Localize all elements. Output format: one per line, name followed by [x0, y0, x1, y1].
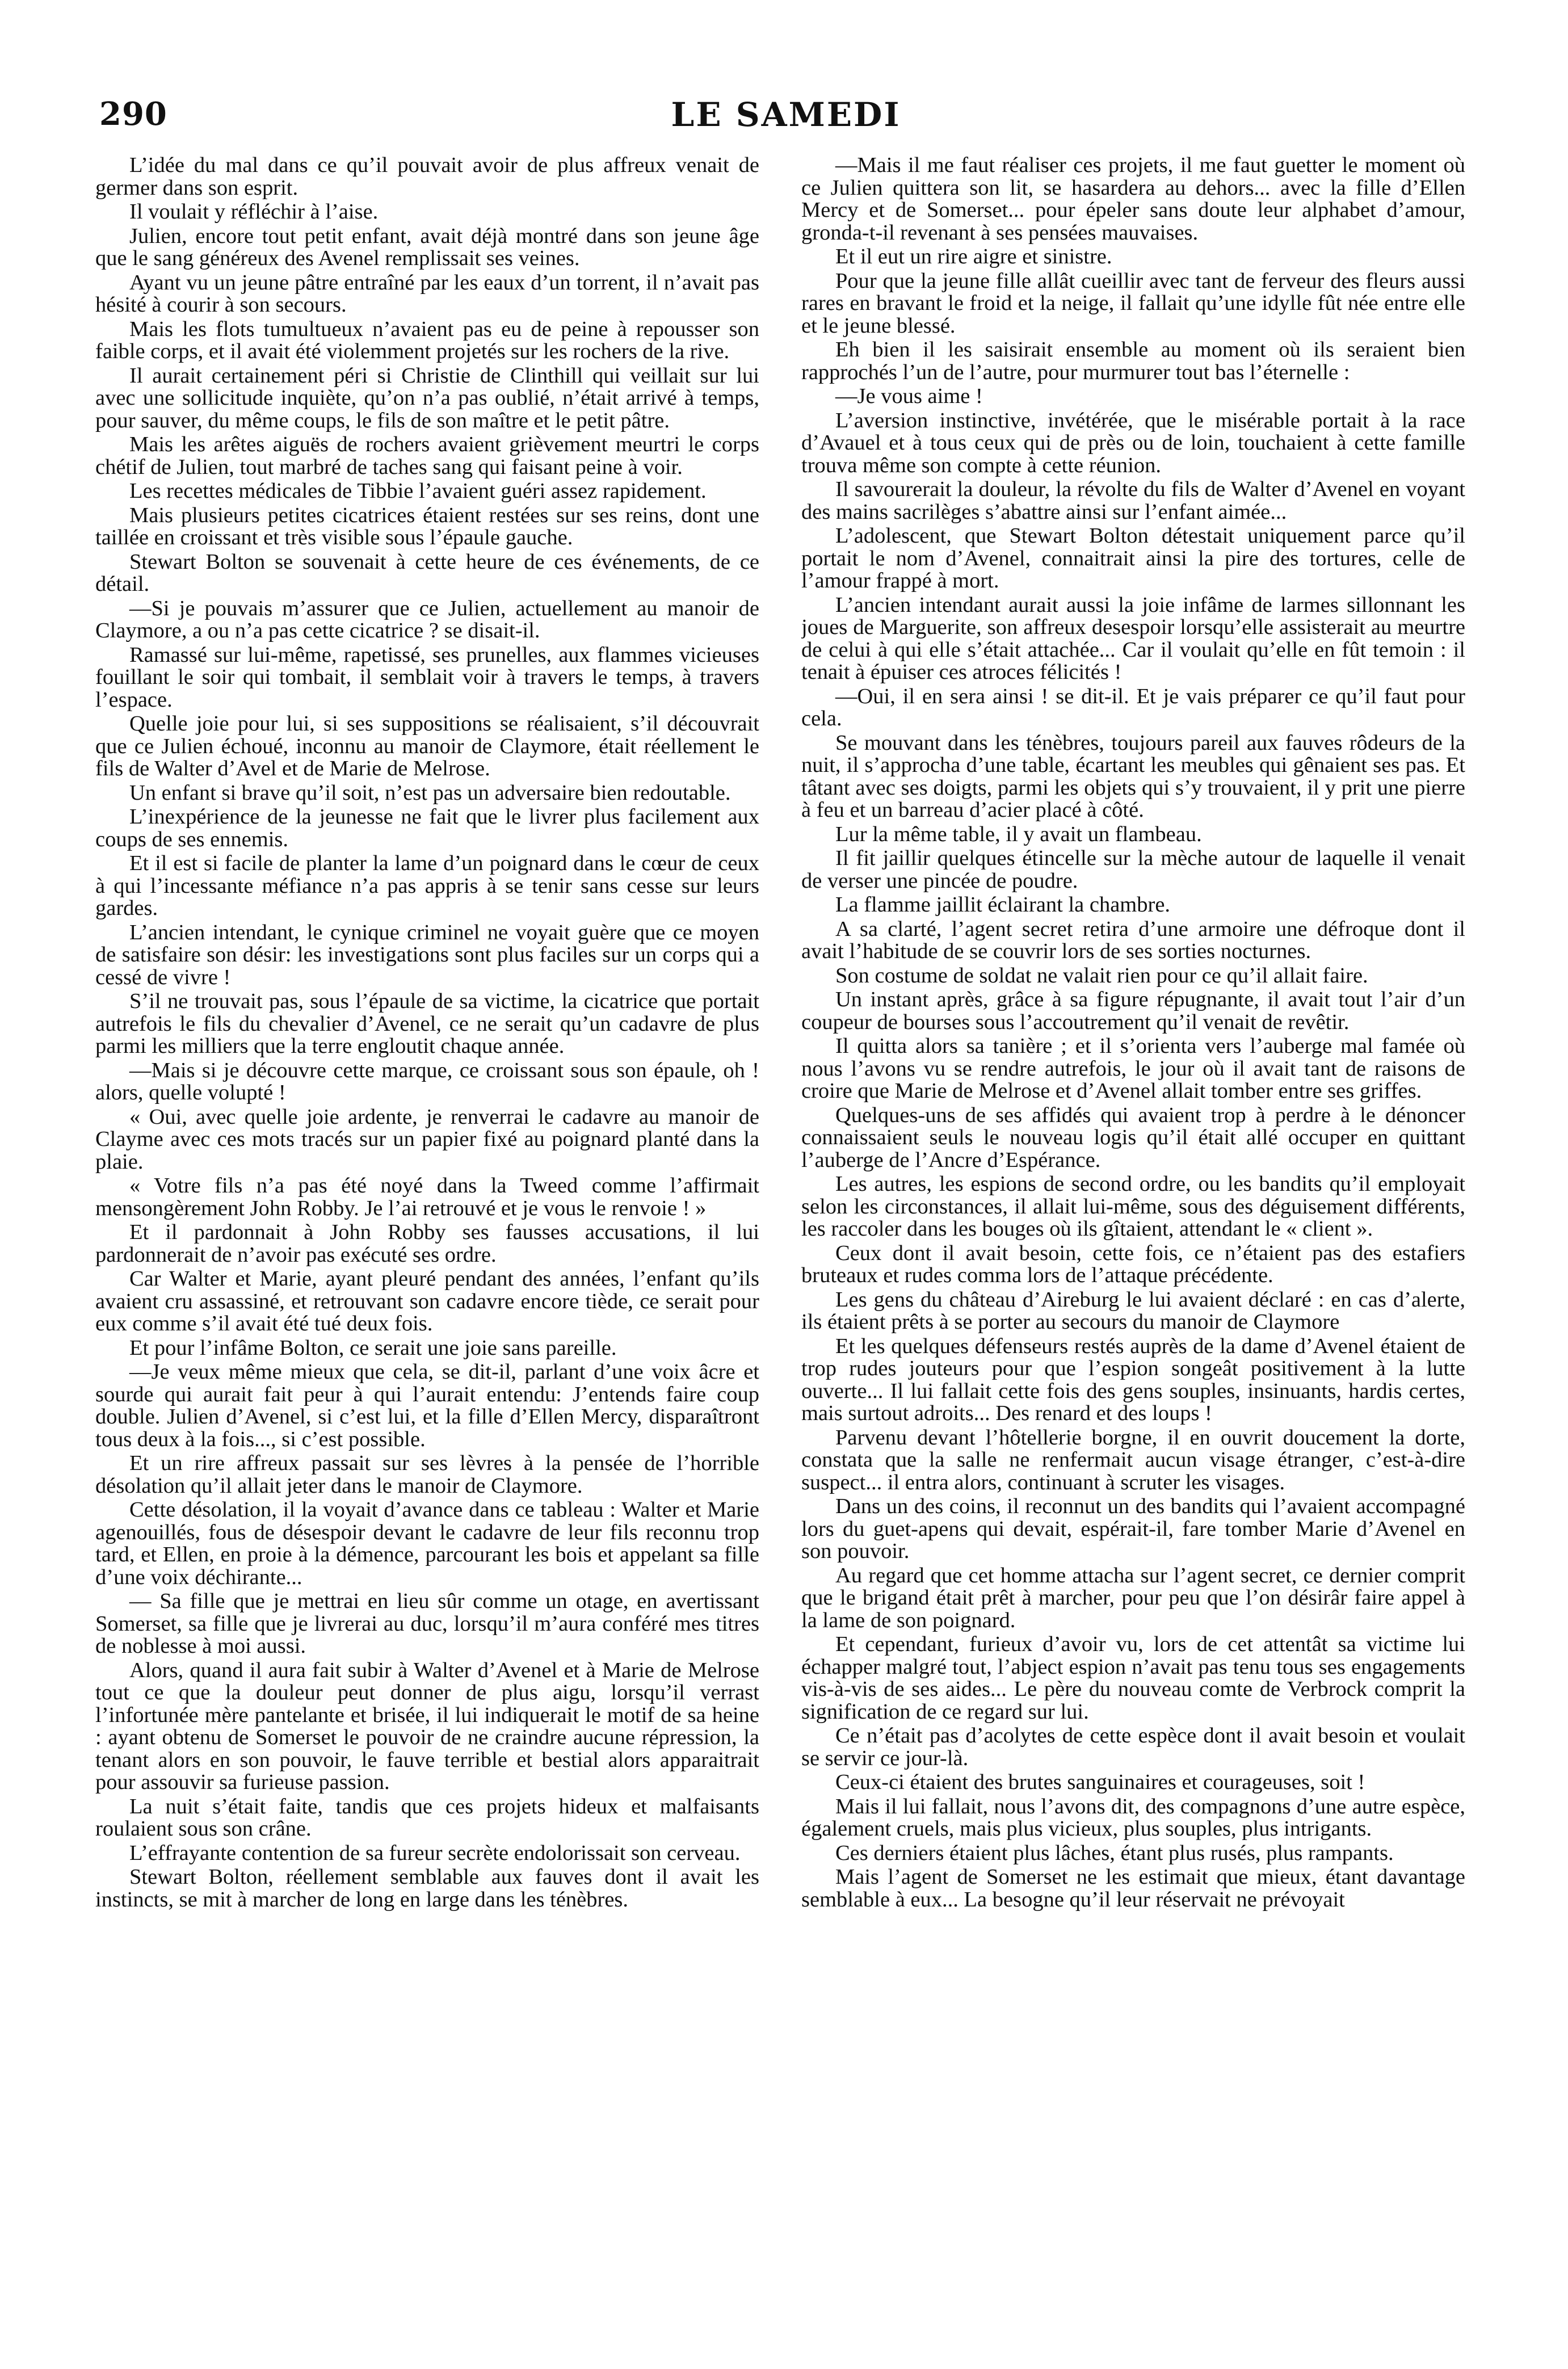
paragraph: Ces derniers étaient plus lâches, étant plus rusés, plus rampants.	[835, 1841, 1394, 1865]
paragraph: Et il eut un rire aigre et sinistre.	[835, 245, 1112, 268]
paragraph: Il aurait certainement péri si Christie de Clinthill qui veillait sur lui avec une sollicitude inquiète, qu’on n’a pas oublié, n’était arrivé à temps, pour sauver, du même coups, le fils de son maître et le petit pâtre.	[95, 363, 759, 432]
paragraph: « Votre fils n’a pas été noyé dans la Tweed comme l’affirmait mensongèrement John Robby. Je l’ai retrouvé et je vous le renvoie ! »	[95, 1174, 759, 1220]
paragraph: Son costume de soldat ne valait rien pour ce qu’il allait faire.	[835, 963, 1368, 988]
paragraph: Mais les flots tumultueux n’avaient pas eu de peine à repousser son faible corps, et il avait été violemment projetés sur les rochers de la rive.	[95, 317, 759, 363]
paragraph: Lur la même table, il y avait un flambeau.	[835, 822, 1202, 846]
paragraph: Ramassé sur lui-même, rapetissé, ses prunelles, aux flammes vicieuses fouillant le soir qui tombait, il semblait voir à travers le temps, à travers l’espace.	[95, 642, 759, 712]
page-number: 290	[99, 95, 167, 133]
paragraph: Mais l’agent de Somerset ne les estimait que mieux, étant davantage semblable à eux... La besogne qu’il leur réservait ne prévoyait	[801, 1865, 1465, 1912]
paragraph: Quelques-uns de ses affidés qui avaient trop à perdre à le dénoncer connaissaient seuls le nouveau logis qu’il était allé occuper en quittant l’auberge de l’Ancre d’Espérance.	[801, 1103, 1465, 1172]
paragraph: A sa clarté, l’agent secret retira d’une armoire une défroque dont il avait l’habitude de se couvrir lors de ses sorties nocturnes.	[801, 917, 1465, 963]
paragraph: Parvenu devant l’hôtellerie borgne, il en ouvrit doucement la dorte, constata que la salle ne renfermait aucun visage étranger, c’est-à-dire suspect... il entra alors, continuant à scruter les visages.	[801, 1425, 1465, 1494]
paragraph: Les autres, les espions de second ordre, ou les bandits qu’il employait selon les circonstances, il allait lui-même, sous des déguisement différents, les raccoler dans les bouges où ils gîtaient, attendant le « client ».	[801, 1172, 1465, 1241]
paragraph: —Oui, il en sera ainsi ! se dit-il. Et je vais préparer ce qu’il faut pour cela.	[801, 684, 1465, 730]
paragraph: —Si je pouvais m’assurer que ce Julien, actuellement au manoir de Claymore, a ou n’a pas cette cicatrice ? se disait-il.	[95, 596, 759, 642]
text-column-right	[801, 154, 1465, 2345]
paragraph: —Je veux même mieux que cela, se dit-il, parlant d’une voix âcre et sourde qui aurait fait peur à qui l’aurait entendu: J’entends faire coup double. Julien d’Avenel, si c’est lui, et la fille d’Ellen Mercy, disparaîtront tous deux à la fois..., si c’est possible.	[95, 1360, 759, 1451]
publication-title: LE SAMEDI	[671, 95, 901, 134]
text-column-left	[95, 154, 759, 2345]
paragraph: Dans un des coins, il reconnut un des bandits qui l’avaient accompagné lors du guet-apens qui devait, espérait-il, fare tomber Marie d’Avenel en son pouvoir.	[801, 1494, 1465, 1563]
paragraph: Eh bien il les saisirait ensemble au moment où ils seraient bien rapprochés l’un de l’autre, pour murmurer tout bas l’éternelle :	[801, 338, 1465, 384]
paragraph: Et les quelques défenseurs restés auprès de la dame d’Avenel étaient de trop rudes jouteurs pour que l’espion songeât positivement à la lutte ouverte... Il lui fallait cette fois des gens souples, insinuants, hardis certes, mais surtout adroits... Des renard et des loups !	[801, 1334, 1465, 1425]
paragraph: Stewart Bolton, réellement semblable aux fauves dont il avait les instincts, se mit à marcher de long en large dans les ténèbres.	[95, 1865, 759, 1912]
paragraph: Cette désolation, il la voyait d’avance dans ce tableau : Walter et Marie agenouillés, fous de désespoir devant le cadavre de leur fils reconnu trop tard, et Ellen, en proie à la démence, parcourant les bois et appelant sa fille d’une voix déchirante...	[95, 1498, 759, 1589]
paragraph: Ayant vu un jeune pâtre entraîné par les eaux d’un torrent, il n’avait pas hésité à courir à son secours.	[95, 270, 759, 317]
paragraph: Un instant après, grâce à sa figure répugnante, il avait tout l’air d’un coupeur de bourses sous l’accoutrement qu’il venait de revêtir.	[801, 988, 1465, 1034]
paragraph: Quelle joie pour lui, si ses suppositions se réalisaient, s’il découvrait que ce Julien échoué, inconnu au manoir de Claymore, était réellement le fils de Walter d’Avel et de Marie de Melrose.	[95, 712, 759, 780]
paragraph: Et il est si facile de planter la lame d’un poignard dans le cœur de ceux à qui l’incessante méfiance n’a pas appris à se tenir sans cesse sur leurs gardes.	[95, 851, 759, 920]
paragraph: Il quitta alors sa tanière ; et il s’orienta vers l’auberge mal famée où nous l’avons vu se rendre autrefois, le jour où il avait tant de raisons de croire que Marie de Melrose et d’Avenel allait tomber entre ses griffes.	[801, 1034, 1465, 1103]
paragraph: Et un rire affreux passait sur ses lèvres à la pensée de l’horrible désolation qu’il allait jeter dans le manoir de Claymore.	[95, 1451, 759, 1498]
paragraph: Julien, encore tout petit enfant, avait déjà montré dans son jeune âge que le sang généreux des Avenel remplissait ses veines.	[95, 224, 759, 270]
paragraph: Les recettes médicales de Tibbie l’avaient guéri assez rapidement.	[129, 479, 707, 503]
paragraph: L’effrayante contention de sa fureur secrète endolorissait son cerveau.	[129, 1841, 741, 1865]
paragraph: « Oui, avec quelle joie ardente, je renverrai le cadavre au manoir de Clayme avec ces mots tracés sur un papier fixé au poignard planté dans la plaie.	[95, 1104, 759, 1174]
paragraph: La flamme jaillit éclairant la chambre.	[835, 893, 1171, 917]
paragraph: Au regard que cet homme attacha sur l’agent secret, ce dernier comprit que le brigand était prêt à marcher, pour peu que l’on désirâr faire appel à la lame de son poignard.	[801, 1563, 1465, 1632]
paragraph: Et cependant, furieux d’avoir vu, lors de cet attentât sa victime lui échapper malgré tout, l’abject espion n’avait pas tenu tous ses engagements vis-à-vis de ses aides... Le père du nouveau comte de Verbrock comprit la signification de ce regard sur lui.	[801, 1632, 1465, 1724]
paragraph: Mais les arêtes aiguës de rochers avaient grièvement meurtri le corps chétif de Julien, tout marbré de taches sang qui faisant peine à voir.	[95, 432, 759, 479]
paragraph: L’idée du mal dans ce qu’il pouvait avoir de plus affreux venait de germer dans son esprit.	[95, 154, 759, 200]
paragraph: —Je vous aime !	[835, 384, 983, 408]
paragraph: Il fit jaillir quelques étincelle sur la mèche autour de laquelle il venait de verser une pincée de poudre.	[801, 846, 1465, 893]
paragraph: Car Walter et Marie, ayant pleuré pendant des années, l’enfant qu’ils avaient cru assassiné, et retrouvant son cadavre encore tiède, ce serait pour eux comme s’il avait été tué deux fois.	[95, 1267, 759, 1335]
paragraph: Il savourerait la douleur, la révolte du fils de Walter d’Avenel en voyant des mains sacrilèges s’abattre ainsi sur l’enfant aimée...	[801, 477, 1465, 524]
paragraph: Mais il lui fallait, nous l’avons dit, des compagnons d’une autre espèce, également cruels, mais plus vicieux, plus souples, plus intrigants.	[801, 1794, 1465, 1841]
paragraph: L’ancien intendant aurait aussi la joie infâme de larmes sillonnant les joues de Marguerite, son affreux desespoir lorsqu’elle assisterait au meurtre de celui à qui elle s’était attachée... Car il voulait qu’elle en fût temoin : il tenait à épuiser ces atroces félicités !	[801, 593, 1465, 684]
paragraph: La nuit s’était faite, tandis que ces projets hideux et malfaisants roulaient sous son crâne.	[95, 1794, 759, 1841]
paragraph: Mais plusieurs petites cicatrices étaient restées sur ses reins, dont une taillée en croissant et très visible sous l’épaule gauche.	[95, 503, 759, 549]
paragraph: Stewart Bolton se souvenait à cette heure de ces événements, de ce détail.	[95, 549, 759, 596]
paragraph: S’il ne trouvait pas, sous l’épaule de sa victime, la cicatrice que portait autrefois le fils du chevalier d’Avenel, ce ne serait qu’un cadavre de plus parmi les milliers que la terre engloutit chaque année.	[95, 989, 759, 1058]
paragraph: Ceux dont il avait besoin, cette fois, ce n’étaient pas des estafiers bruteaux et rudes comma lors de l’attaque précédente.	[801, 1241, 1465, 1287]
paragraph: Alors, quand il aura fait subir à Walter d’Avenel et à Marie de Melrose tout ce que la douleur peut donner de plus aigu, lorsqu’il verrast l’infortunée mère pantelante et brisée, il lui indiquerait le motif de sa heine : ayant obtenu de Somerset le pouvoir de ne craindre aucune répression, la tenant alors en son pouvoir, le fauve terrible et bestial alors apparaitrait pour assouvir sa furieuse passion.	[95, 1658, 759, 1794]
paragraph: Pour que la jeune fille allât cueillir avec tant de ferveur des fleurs aussi rares en bravant le froid et la neige, il fallait qu’une idylle fût née entre elle et le jeune blessé.	[801, 268, 1465, 338]
paragraph: L’inexpérience de la jeunesse ne fait que le livrer plus facilement aux coups de ses ennemis.	[95, 805, 759, 851]
paragraph: —Mais si je découvre cette marque, ce croissant sous son épaule, oh ! alors, quelle volupté !	[95, 1058, 759, 1104]
paragraph: L’adolescent, que Stewart Bolton détestait uniquement parce qu’il portait le nom d’Avenel, connaitrait ainsi la pire des tortures, celle de l’amour frappé à mort.	[801, 524, 1465, 593]
paragraph: Un enfant si brave qu’il soit, n’est pas un adversaire bien redoutable.	[129, 780, 731, 805]
paragraph: Et pour l’infâme Bolton, ce serait une joie sans pareille.	[129, 1335, 617, 1360]
paragraph: L’aversion instinctive, invétérée, que le misérable portait à la race d’Avauel et à tous ceux qui de près ou de loin, touchaient à cette famille trouva même son compte à cette réunion.	[801, 408, 1465, 477]
paragraph: — Sa fille que je mettrai en lieu sûr comme un otage, en avertissant Somerset, sa fille que je livrerai au duc, lorsqu’il m’aura conféré mes titres de noblesse à moi aussi.	[95, 1589, 759, 1658]
paragraph: Les gens du château d’Aireburg le lui avaient déclaré : en cas d’alerte, ils étaient prêts à se porter au secours du manoir de Claymore	[801, 1287, 1465, 1334]
page-header	[99, 95, 1473, 146]
paragraph: Ce n’était pas d’acolytes de cette espèce dont il avait besoin et voulait se servir ce jour-là.	[801, 1724, 1465, 1770]
paragraph: Et il pardonnait à John Robby ses fausses accusations, il lui pardonnerait de n’avoir pas exécuté ses ordre.	[95, 1220, 759, 1267]
paragraph: Il voulait y réfléchir à l’aise.	[129, 200, 379, 224]
paragraph: Se mouvant dans les ténèbres, toujours pareil aux fauves rôdeurs de la nuit, il s’approcha d’une table, écartant les meubles qui gênaient ses pas. Et tâtant avec ses doigts, parmi les objets qui s’y trouvaient, il y prit une pierre à feu et un barreau d’acier placé à côté.	[801, 730, 1465, 822]
paragraph: Ceux-ci étaient des brutes sanguinaires et courageuses, soit !	[835, 1770, 1365, 1794]
paragraph: —Mais il me faut réaliser ces projets, il me faut guetter le moment où ce Julien quittera son lit, se hasardera au dehors... avec la fille d’Ellen Mercy et de Somerset... pour épeler sans doute leur alphabet d’amour, gronda-t-il revenant à ses pensées mauvaises.	[801, 154, 1465, 245]
paragraph: L’ancien intendant, le cynique criminel ne voyait guère que ce moyen de satisfaire son désir: les investigations sont plus faciles sur un corps qui a cessé de vivre !	[95, 920, 759, 989]
